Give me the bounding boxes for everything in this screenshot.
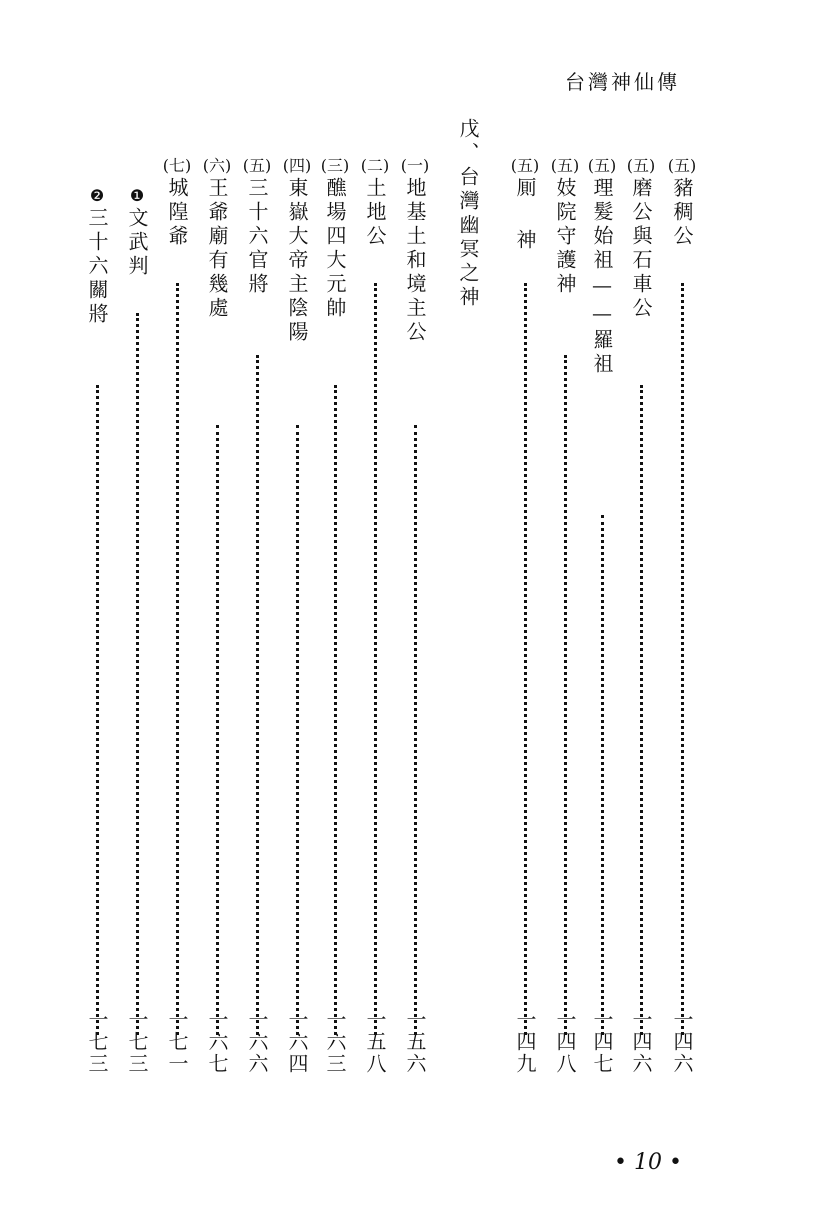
- entry-page: 一四九: [513, 1009, 537, 1075]
- entry-page: 一六七: [205, 1009, 229, 1075]
- entry-page: 一七三: [125, 1009, 149, 1075]
- entry-marker: (五): [587, 156, 617, 175]
- entry-title: 醮場四大元帥: [323, 177, 347, 321]
- toc-entry: [80, 185, 114, 1075]
- dot-leader: [524, 283, 527, 1035]
- entry-title: 厠 神: [513, 177, 537, 253]
- entry-title: 土地公: [363, 177, 387, 249]
- entry-marker: (五): [626, 156, 656, 175]
- entry-title: 地基土和境主公: [403, 177, 427, 345]
- entry-page: 一六四: [285, 1009, 309, 1075]
- entry-title: 城隍爺: [165, 177, 189, 249]
- entry-marker: (五): [667, 156, 697, 175]
- dot-leader: [414, 425, 417, 1035]
- entry-marker: (四): [282, 156, 312, 175]
- entry-page: 一四七: [590, 1009, 614, 1075]
- toc-entry: [624, 155, 658, 1075]
- dot-leader: [136, 313, 139, 1035]
- toc-entry: [120, 185, 154, 1075]
- toc-entry: [280, 155, 314, 1075]
- dot-leader: [334, 385, 337, 1035]
- entry-marker: (三): [320, 156, 350, 175]
- dot-leader: [601, 515, 604, 1035]
- dot-leader: [96, 385, 99, 1035]
- toc-entry: [665, 155, 699, 1075]
- entry-marker: (五): [550, 156, 580, 175]
- entry-page: 一五八: [363, 1009, 387, 1075]
- page-number: • 10 •: [614, 1150, 682, 1175]
- dot-leader: [176, 283, 179, 1035]
- entry-title: 王爺廟有幾處: [205, 177, 229, 321]
- entry-title: 理髮始祖——羅祖: [590, 177, 614, 377]
- toc-entry: [398, 155, 432, 1075]
- dot-leader: [681, 283, 684, 1035]
- section-heading: 戊、台灣幽冥之神: [456, 118, 480, 310]
- toc-entry: [508, 155, 542, 1075]
- entry-marker: (七): [162, 156, 192, 175]
- toc-entry: [585, 155, 619, 1075]
- entry-page: 一六六: [245, 1009, 269, 1075]
- toc-entry: [318, 155, 352, 1075]
- toc-entry: [358, 155, 392, 1075]
- dot-leader: [296, 425, 299, 1035]
- entry-title: 東嶽大帝主陰陽: [285, 177, 309, 345]
- entry-marker: (二): [360, 156, 390, 175]
- toc-entry: [548, 155, 582, 1075]
- entry-title: 三十六官將: [245, 177, 269, 297]
- dot-leader: [374, 283, 377, 1035]
- dot-leader: [640, 385, 643, 1035]
- entry-page: 一六三: [323, 1009, 347, 1075]
- entry-page: 一四六: [629, 1009, 653, 1075]
- entry-title: 磨公與石車公: [629, 177, 653, 321]
- dot-leader: [256, 355, 259, 1035]
- entry-page: 一五六: [403, 1009, 427, 1075]
- entry-marker: (六): [202, 156, 232, 175]
- entry-title: 豬稠公: [670, 177, 694, 249]
- running-header: 台灣神仙傳: [565, 70, 680, 94]
- entry-marker: (一): [400, 156, 430, 175]
- toc-entry: [160, 155, 194, 1075]
- entry-page: 一七一: [165, 1009, 189, 1075]
- entry-title: 三十六關將: [85, 207, 109, 327]
- dot-leader: [216, 425, 219, 1035]
- entry-page: 一七三: [85, 1009, 109, 1075]
- dot-leader: [564, 355, 567, 1035]
- entry-marker: (五): [242, 156, 272, 175]
- entry-page: 一四八: [553, 1009, 577, 1075]
- toc-entry: [240, 155, 274, 1075]
- entry-marker: ❷: [89, 186, 105, 205]
- entry-marker: ❶: [129, 186, 145, 205]
- entry-page: 一四六: [670, 1009, 694, 1075]
- entry-title: 妓院守護神: [553, 177, 577, 297]
- entry-marker: (五): [510, 156, 540, 175]
- entry-title: 文武判: [125, 207, 149, 279]
- toc-entry: [200, 155, 234, 1075]
